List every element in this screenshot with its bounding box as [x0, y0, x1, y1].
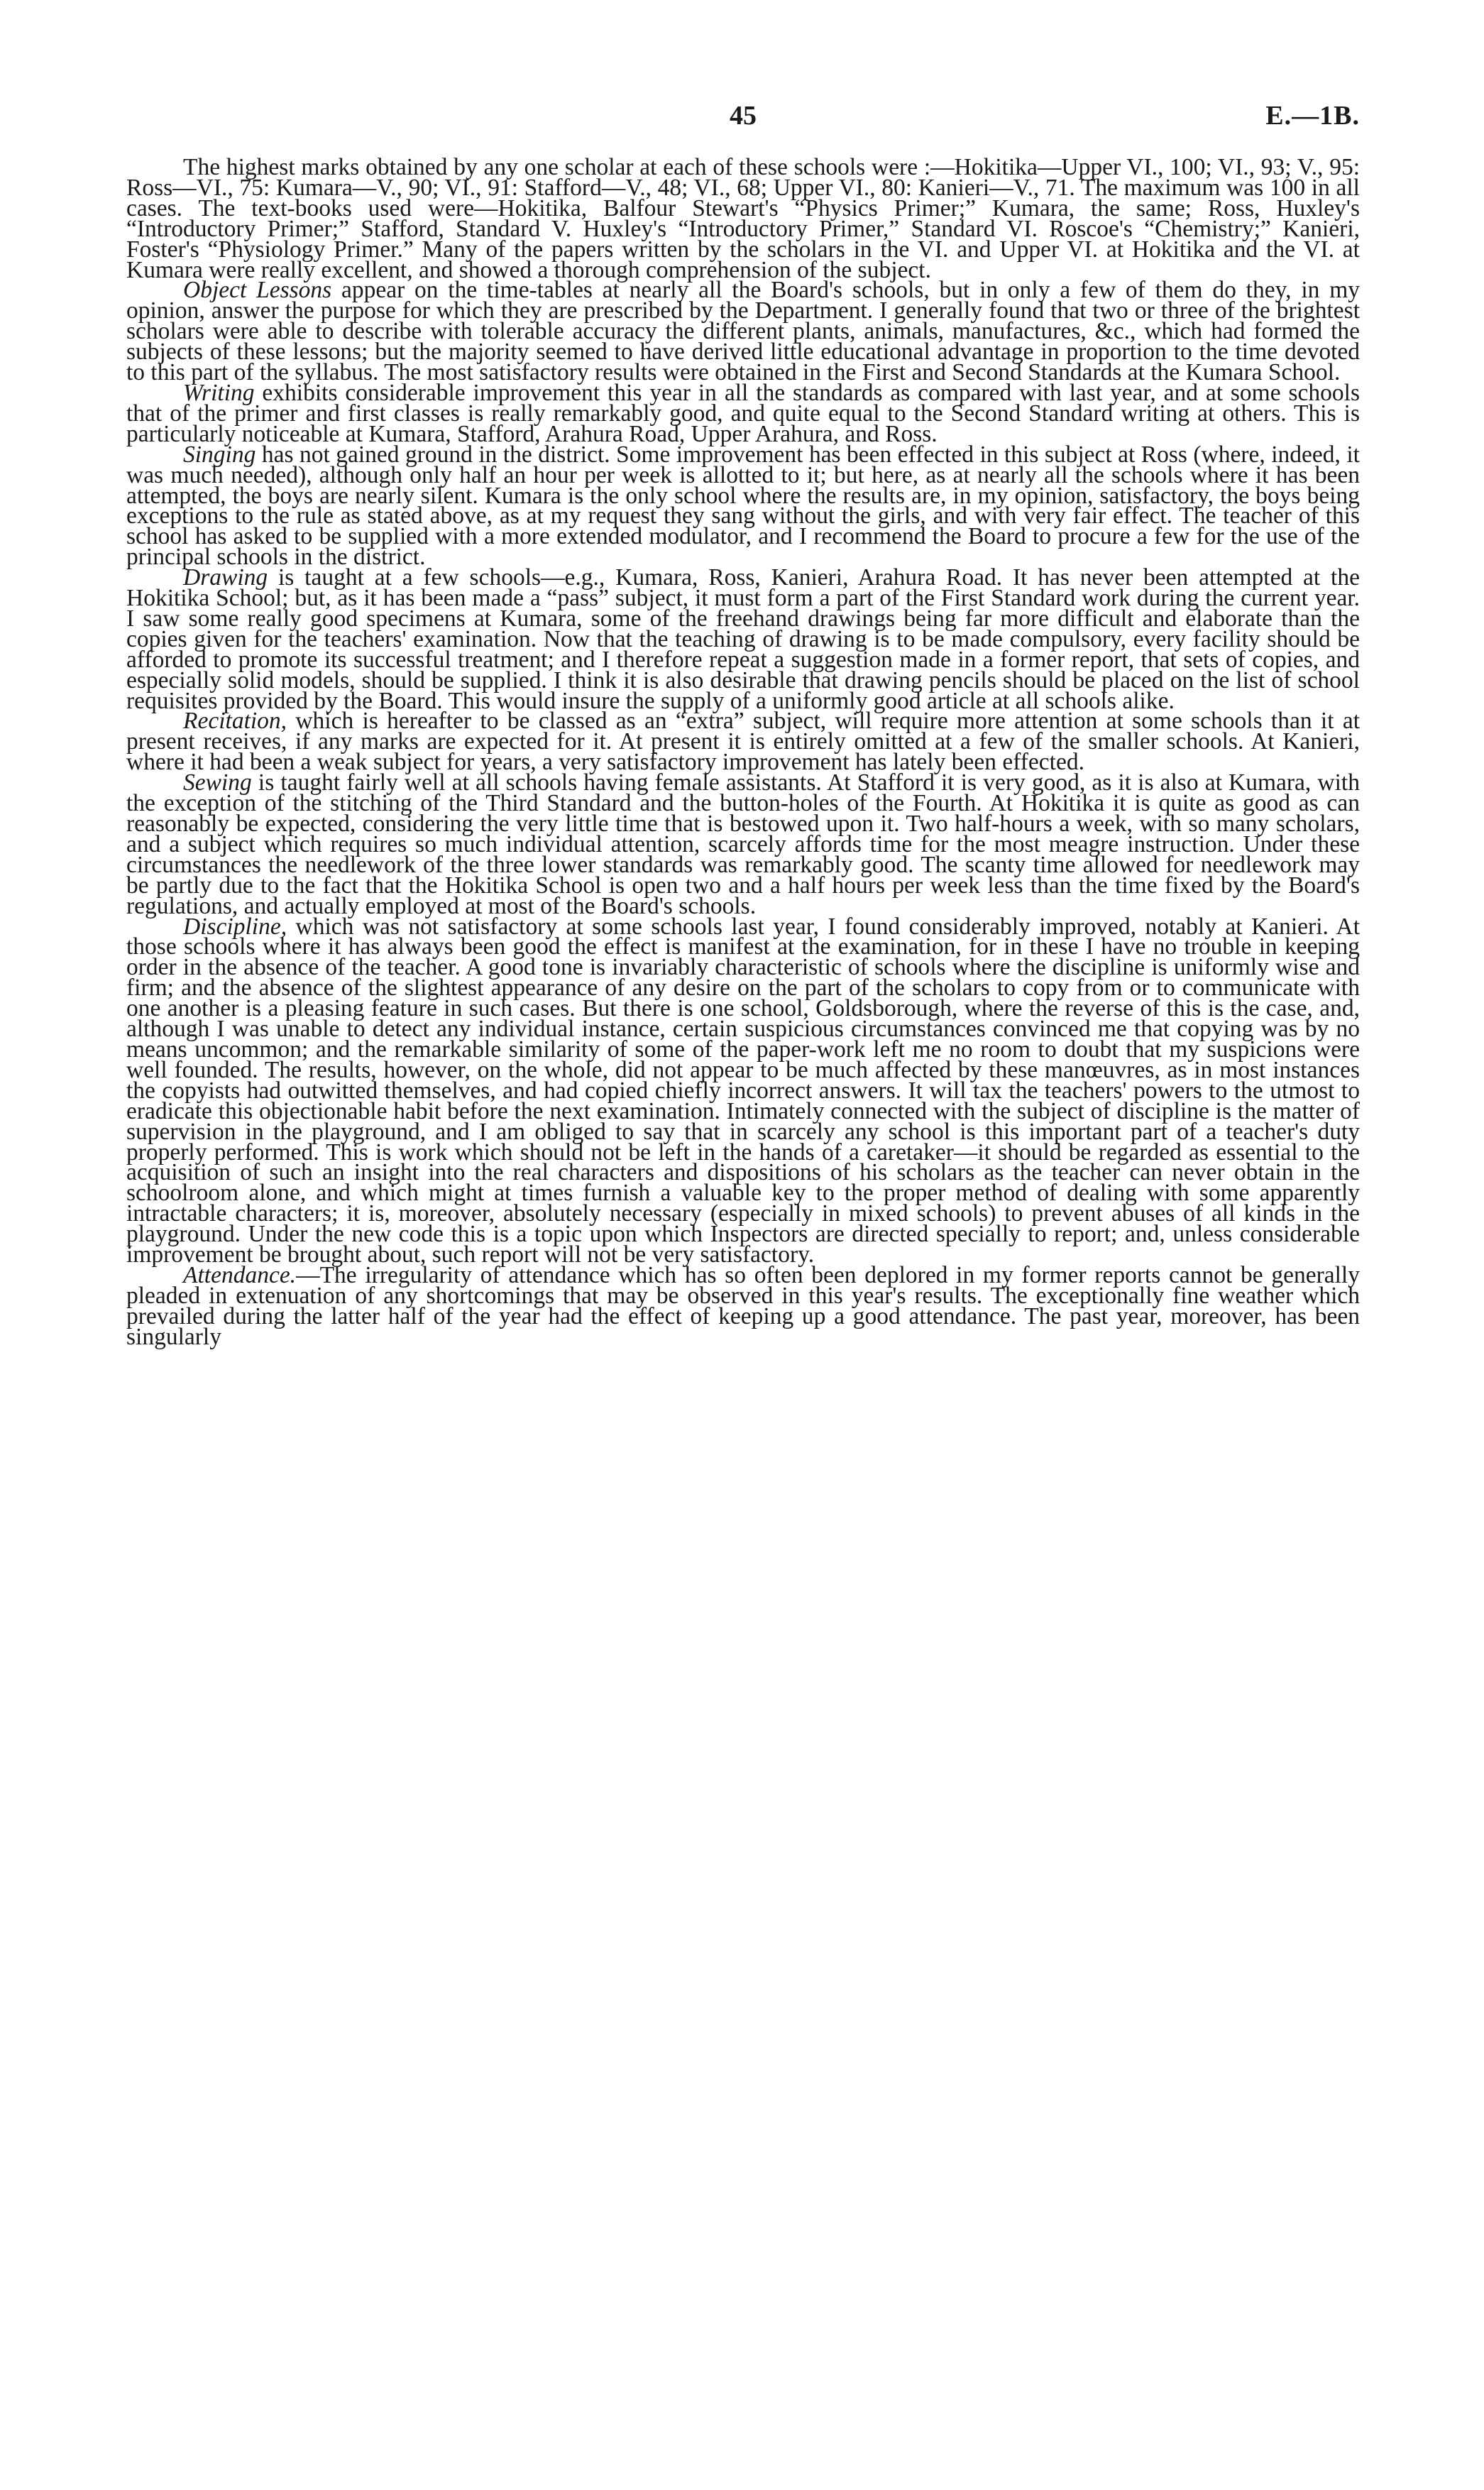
paragraph-lead: Drawing	[183, 564, 268, 591]
paragraph-lead: Attendance.	[183, 1261, 297, 1288]
paragraph-text: The highest marks obtained by any one scholar at each of these schools were :—Hokitika—Upper VI., 100; VI., 93; V., 95: Ross—VI., 75: Kumara—V., 90; VI., 91: Stafford—V., 48; VI., 68; Upper VI., 80: Kanieri—V., 71. The maximum was 100 in all cases. The text-books used were—Hokitika, Balfour Stewart's “Physics Primer;” Kumara, the same; Ross, Huxley's “Introductory Primer;” Stafford, Standard V. Huxley's “Introductory Primer,” Standard VI. Roscoe's “Chemistry;” Kanieri, Foster's “Physiology Primer.” Many of the papers written by the scholars in the VI. and Upper VI. at Hokitika and the VI. at Kumara were really excellent, and showed a thorough comprehension of the subject.	[126, 154, 1360, 283]
paragraph-text: is taught fairly well at all schools having female assistants. At Stafford it is very good, as it is also at Kumara, with the exception of the stitching of the Third Standard and the button-holes of the Fourth. At Hokitika it is quite as good as can reasonably be expected, considering the very little time that is bestowed upon it. Two half-hours a week, with so many scholars, and a subject which requires so much individual attention, scarcely affords time for the most meagre instruction. Under these circumstances the needlework of the three lower standards was remarkably good. The scanty time allowed for needlework may be partly due to the fact that the Hokitika School is open two and a half hours per week less than the time fixed by the Board's regulations, and actually employed at most of the Board's schools.	[126, 769, 1360, 919]
paragraph-highest-marks	[126, 154, 1360, 283]
paragraph-singing	[126, 441, 1360, 571]
paragraph-lead: Sewing	[183, 769, 252, 796]
paragraph-lead: Discipline,	[183, 913, 287, 940]
paragraph-text: which is hereafter to be classed as an “extra” subject, will require more attention at some schools than it at present receives, if any marks are expected for it. At present it is entirely omitted at a few of the smaller schools. At Kanieri, where it had been a weak subject for years, a very satisfactory improvement has lately been effected.	[126, 708, 1360, 776]
paragraph-text: exhibits considerable improvement this year in all the standards as compared with last year, and at some schools that of the primer and first classes is really remarkably good, and quite equal to the Second Standard writing at others. This is particularly noticeable at Kumara, Stafford, Arahura Road, Upper Arahura, and Ross.	[126, 379, 1360, 447]
paragraph-attendance	[126, 1261, 1360, 1350]
paragraph-drawing	[126, 564, 1360, 714]
report-body	[126, 154, 1360, 1350]
paragraph-lead: Writing	[183, 379, 255, 406]
paragraph-lead: Object Lessons	[183, 277, 332, 304]
series-reference: E.—1B.	[1265, 101, 1360, 131]
paragraph-object-lessons	[126, 277, 1360, 386]
paragraph-text: appear on the time-tables at nearly all the Board's schools, but in only a few of them do they, in my opinion, answer the purpose for which they are prescribed by the Department. I generally found that two or three of the brightest scholars were able to describe with tolerable accuracy the different plants, animals, manufactures, &c., which had formed the subjects of these lessons; but the majority seemed to have derived little educational advantage in proportion to the time devoted to this part of the syllabus. The most satisfactory results were obtained in the First and Second Standards at the Kumara School.	[126, 277, 1360, 386]
paragraph-writing	[126, 379, 1360, 447]
page-header	[126, 98, 1360, 133]
paragraph-text: —The irregularity of attendance which has so often been deplored in my former reports cannot be generally pleaded in extenuation of any shortcomings that may be observed in this year's results. The exceptionally fine weather which prevailed during the latter half of the year had the effect of keeping up a good attendance. The past year, moreover, has been singularly	[126, 1261, 1360, 1350]
paragraph-discipline	[126, 913, 1360, 1268]
paragraph-text: has not gained ground in the district. Some improvement has been effected in this subject at Ross (where, indeed, it was much needed), although only half an hour per week is allotted to it; but here, as at nearly all the schools where it has been attempted, the boys are nearly silent. Kumara is the only school where the results are, in my opinion, satisfactory, the boys being exceptions to the rule as stated above, as at my request they sang without the girls, and with very fair effect. The teacher of this school has asked to be supplied with a more extended modulator, and I recommend the Board to procure a few for the use of the principal schools in the district.	[126, 441, 1360, 571]
paragraph-lead: Recitation,	[183, 708, 287, 735]
page-number: 45	[730, 101, 757, 131]
paragraph-text: is taught at a few schools—e.g., Kumara, Ross, Kanieri, Arahura Road. It has never been attempted at the Hokitika School; but, as it has been made a “pass” subject, it must form a part of the First Standard work during the current year. I saw some really good specimens at Kumara, some of the freehand drawings being far more difficult and elaborate than the copies given for the teachers' examination. Now that the teaching of drawing is to be made compulsory, every facility should be afforded to promote its successful treatment; and I therefore repeat a suggestion made in a former report, that sets of copies, and especially solid models, should be supplied. I think it is also desirable that drawing pencils should be placed on the list of school requisites provided by the Board. This would insure the supply of a uniformly good article at all schools alike.	[126, 564, 1360, 714]
paragraph-lead: Singing	[183, 441, 256, 468]
paragraph-sewing	[126, 769, 1360, 919]
paragraph-recitation	[126, 708, 1360, 776]
paragraph-text: which was not satisfactory at some schools last year, I found considerably improved, notably at Kanieri. At those schools where it has always been good the effect is manifest at the examination, for in these I have no trouble in keeping order in the absence of the teacher. A good tone is invariably characteristic of schools where the discipline is uniformly wise and firm; and the absence of the slightest appearance of any desire on the part of the scholars to copy from or to communicate with one another is a pleasing feature in such cases. But there is one school, Goldsborough, where the reverse of this is the case, and, although I was unable to detect any individual instance, certain suspicious circumstances convinced me that copying was by no means uncommon; and the remarkable similarity of some of the paper-work left me no room to doubt that my suspicions were well founded. The results, however, on the whole, did not appear to be much affected by these manœuvres, as in most instances the copyists had outwitted themselves, and had copied chiefly incorrect answers. It will tax the teachers' powers to the utmost to eradicate this objectionable habit before the next examination. Intimately connected with the subject of discipline is the matter of supervision in the playground, and I am obliged to say that in scarcely any school is this important part of a teacher's duty properly performed. This is work which should not be left in the hands of a caretaker—it should be regarded as essential to the acquisition of such an insight into the real characters and dispositions of his scholars as the teacher can never obtain in the schoolroom alone, and which might at times furnish a valuable key to the proper method of dealing with some apparently intractable characters; it is, moreover, absolutely necessary (especially in mixed schools) to prevent abuses of all kinds in the playground. Under the new code this is a topic upon which Inspectors are directed specially to report; and, unless considerable improvement be brought about, such report will not be very satisfactory.	[126, 913, 1360, 1268]
